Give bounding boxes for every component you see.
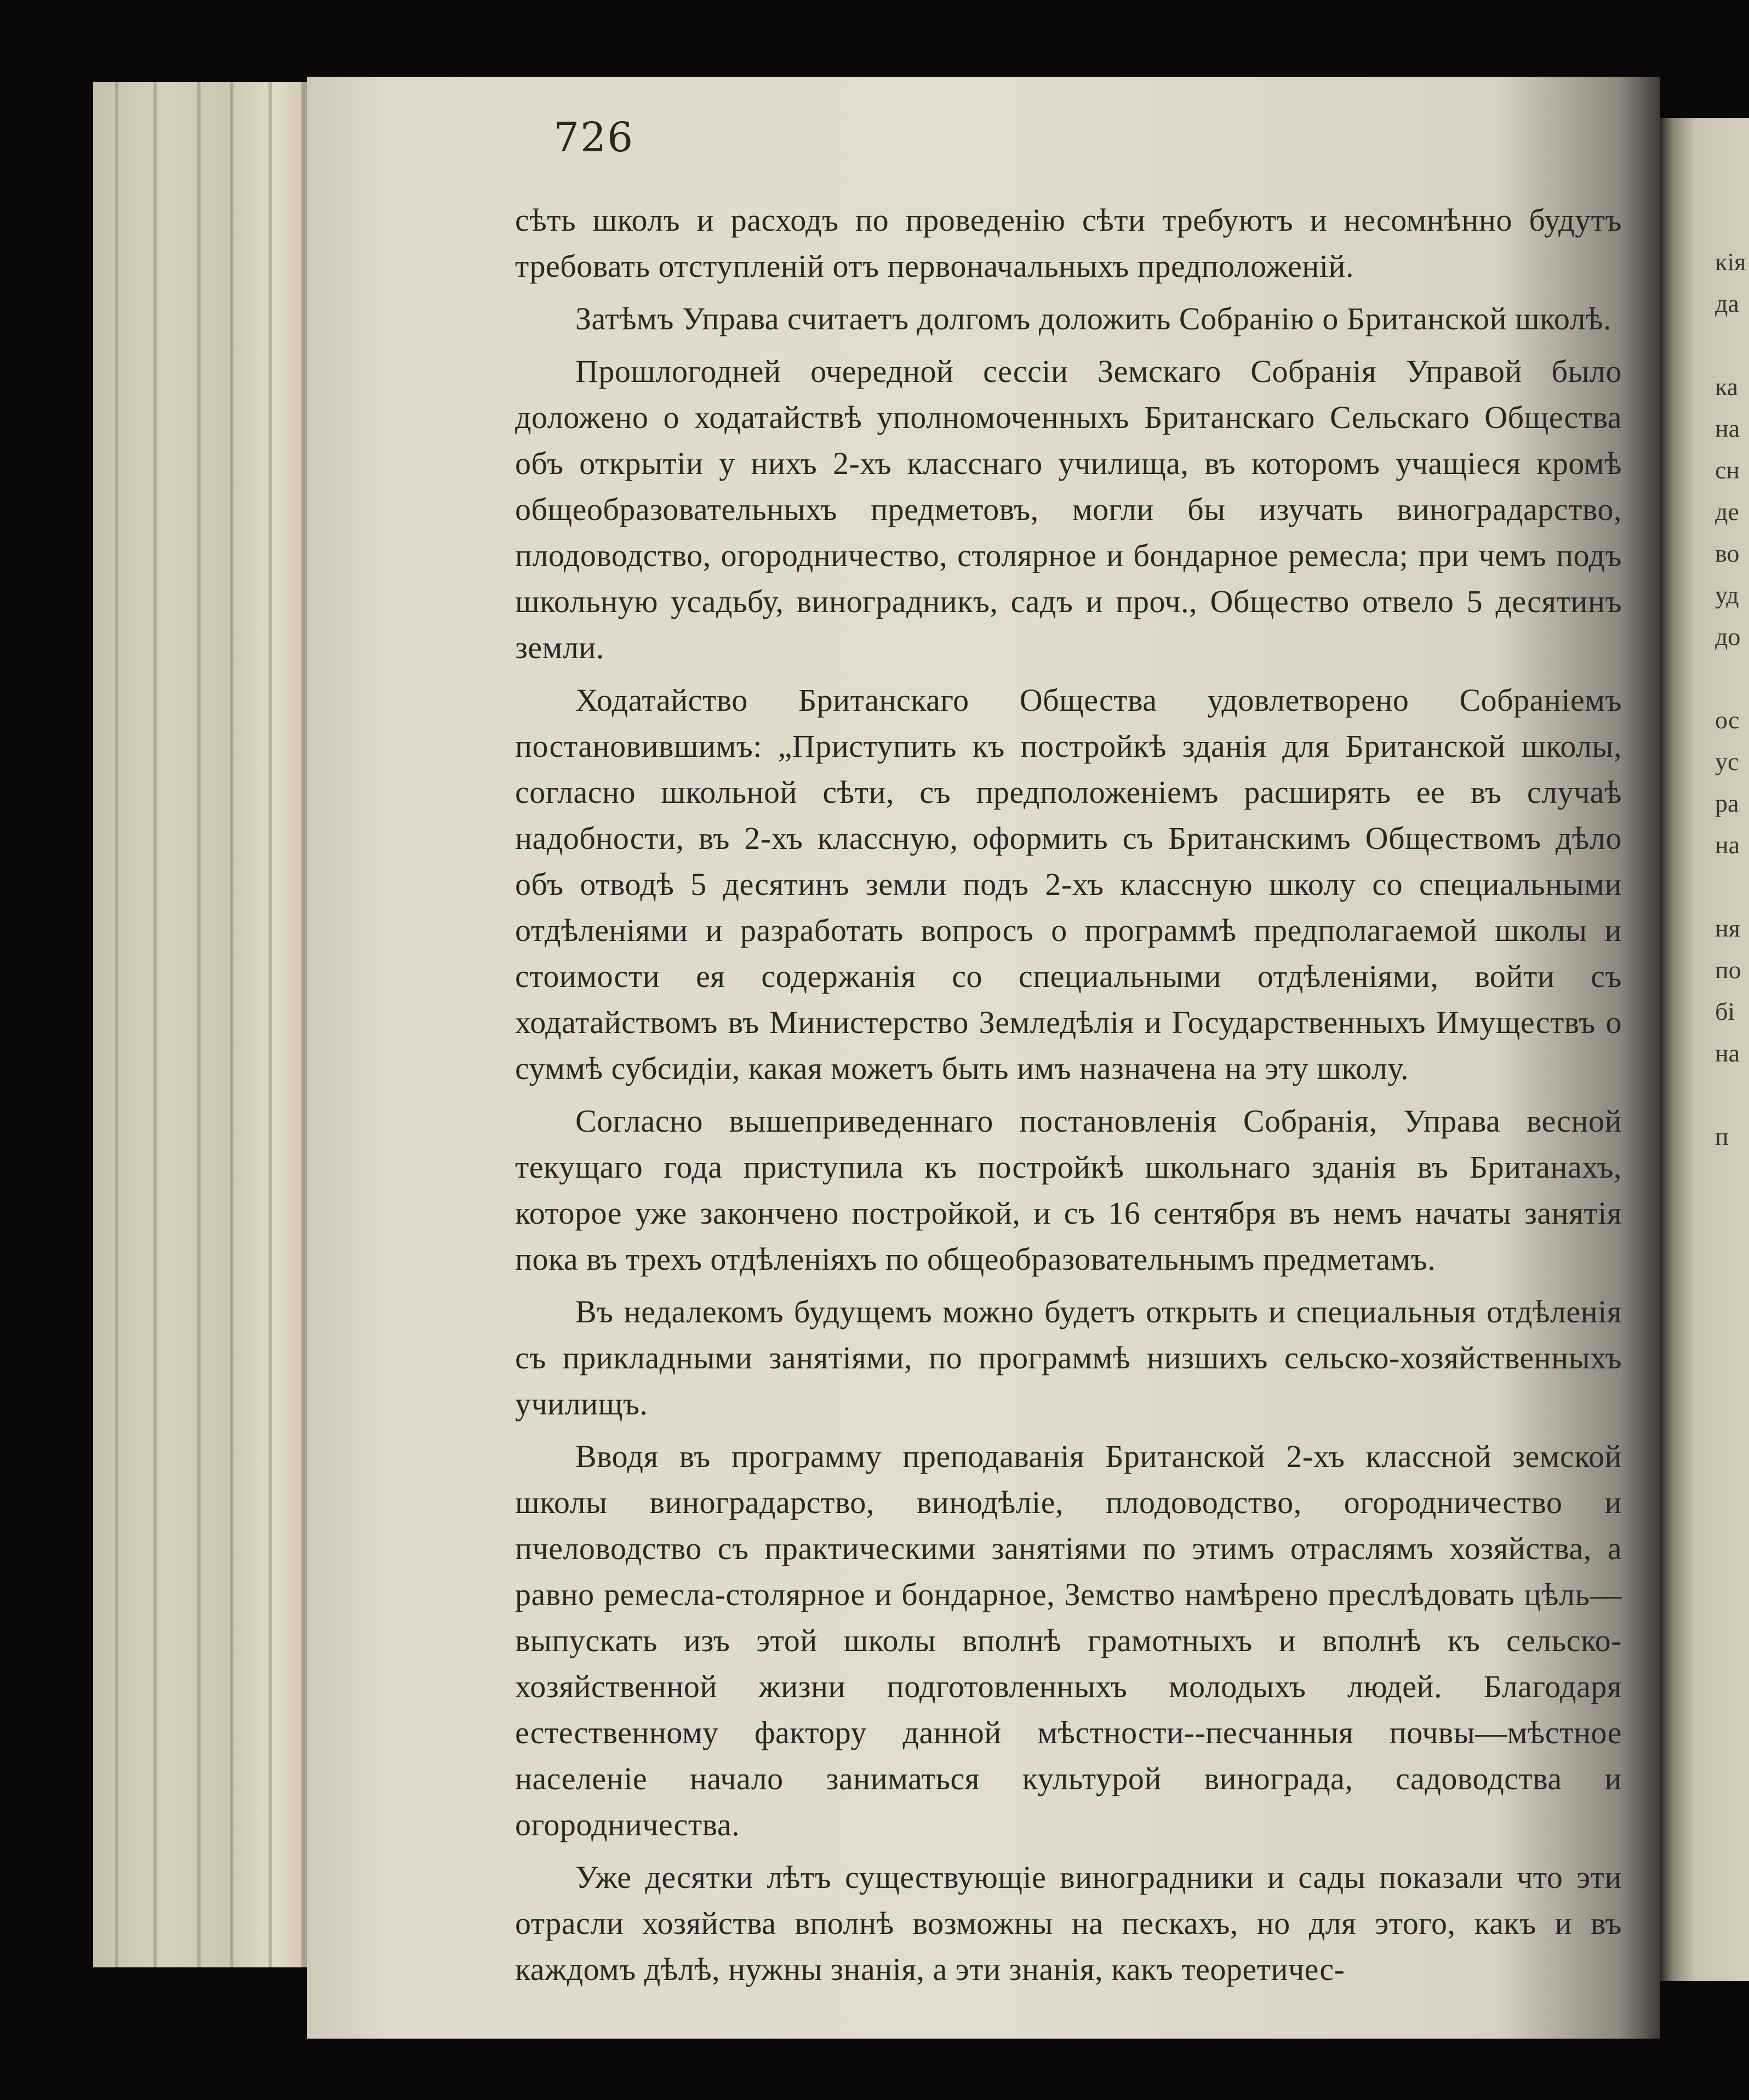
fragment-line	[1715, 866, 1748, 908]
paragraph: Въ недалекомъ будущемъ можно будетъ открыть и специальныя отдѣленія съ прикладными занятіями, по программѣ низшихъ сельско-хозяйственныхъ училищъ.	[515, 1294, 1622, 1422]
fragment-line: по	[1715, 956, 1741, 984]
fragment-line: кія	[1715, 248, 1746, 276]
fragment-line: сн	[1715, 456, 1740, 484]
paragraph: Ходатайство Британскаго Общества удовлетворено Собраніемъ постановившимъ: „Приступить къ постройкѣ зданія для Британской школы, согласно школьной сѣти, съ предположеніемъ расширять ее въ случаѣ надобности, въ 2-хъ классную, оформить съ Британскимъ Обществомъ дѣло объ отводѣ 5 десятинъ земли подъ 2-хъ классную школу со специальными отдѣленіями и разработать вопросъ о программѣ предполагаемой школы и стоимости ея содержанія со специальными отдѣленіями, войти съ ходатайствомъ въ Министерство Земледѣлія и Государственныхъ Имуществъ о суммѣ субсидіи, какая можетъ быть имъ назначена на эту школу.	[515, 682, 1622, 1086]
fragment-line: уд	[1715, 581, 1739, 609]
fragment-line: до	[1715, 623, 1741, 650]
paragraph: сѣть школъ и расходъ по проведенію сѣти требуютъ и несомнѣнно будутъ требовать отступленій отъ первоначальныхъ предположеній.	[515, 202, 1622, 284]
fragment-line	[1715, 1074, 1748, 1116]
paragraph: Прошлогодней очередной сессіи Земскаго Собранія Управой было доложено о ходатайствѣ уполномоченныхъ Британскаго Сельскаго Общества объ открытіи у нихъ 2-хъ класснаго училища, въ которомъ учащіеся кромѣ общеобразовательныхъ предметовъ, могли бы изучать виноградарство, плодоводство, огородничество, столярное и бондарное ремесла; при чемъ подъ школьную усадьбу, виноградникъ, садъ и проч., Общество отвело 5 десятинъ земли.	[515, 353, 1622, 665]
paragraph: Затѣмъ Управа считаетъ долгомъ доложить Собранію о Британской школѣ.	[575, 301, 1612, 336]
page-text	[515, 197, 1622, 1999]
fragment-line: на	[1715, 414, 1740, 442]
page-number: 726	[553, 114, 635, 161]
fragment-line: да	[1715, 289, 1739, 317]
paragraph: Согласно вышеприведеннаго постановленія Собранія, Управа весной текущаго года приступила къ постройкѣ школьнаго зданія въ Британахъ, которое уже закончено постройкой, и съ 16 сентября въ немъ начаты занятія пока въ трехъ отдѣленіяхъ по общеобразовательнымъ предметамъ.	[515, 1103, 1622, 1277]
fragment-line: во	[1715, 539, 1740, 567]
fragment-line: ус	[1715, 747, 1739, 775]
book-page-edges	[93, 82, 334, 1967]
fragment-line	[1715, 658, 1748, 699]
fragment-line: на	[1715, 1039, 1740, 1067]
fragment-line: ра	[1715, 789, 1739, 817]
fragment-line: п	[1715, 1122, 1729, 1150]
paragraph: Вводя въ программу преподаванія Британской 2-хъ классной земской школы виноградарство, винодѣліе, плодоводство, огородничество и пчеловодство съ практическими занятіями по этимъ отраслямъ хозяйства, а равно ремесла-столярное и бондарное, Земство намѣрено преслѣдовать цѣль—выпускать изъ этой школы вполнѣ грамотныхъ и вполнѣ къ сельско-хозяйственной жизни подготовленныхъ молодыхъ людей. Благодаря естественному фактору данной мѣстности--песчанныя почвы—мѣстное населеніе начало заниматься культурой винограда, садоводства и огородничества.	[515, 1439, 1622, 1842]
fragment-line: бі	[1715, 997, 1735, 1025]
facing-page-text-fragments	[1715, 241, 1748, 1157]
fragment-line	[1715, 324, 1748, 366]
fragment-line: ос	[1715, 706, 1740, 734]
fragment-line: де	[1715, 498, 1739, 526]
fragment-line: ня	[1715, 914, 1740, 942]
fragment-line: ка	[1715, 373, 1739, 401]
paragraph: Уже десятки лѣтъ существующіе виноградники и сады показали что эти отрасли хозяйства вполнѣ возможны на пескахъ, но для этого, какъ и въ каждомъ дѣлѣ, нужны знанія, а эти знанія, какъ теоретичес-	[515, 1859, 1622, 1987]
fragment-line: на	[1715, 831, 1740, 859]
